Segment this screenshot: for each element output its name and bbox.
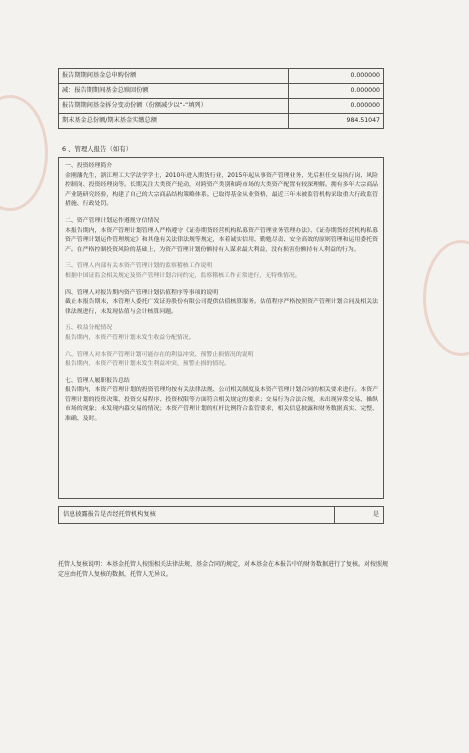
section-heading: 一、投资经理简介 [65,163,113,169]
section-body: 截止本报告期末，本管理人委托广发证券股份有限公司提供估值核算服务。估值程序严格按照资产管理计划合同及相关法律法规进行，未发现估值与会计核算问题。 [65,299,378,315]
report-section-3 [65,262,378,281]
report-section-1 [65,162,378,210]
row-value: 0.000000 [288,99,383,114]
section-heading: 三、管理人内部有关本资产管理计划的监察稽核工作说明 [65,263,213,270]
report-section-4 [65,289,378,318]
section-body: 本报告期内，本资产管理计划管理人严格遵守《证券期货经营机构私募资产管理业务管理办法》、《证券期货经营机构私募资产管理计划运作管理规定》和其他有关法律法规等规定，本着诚实信用、勤勉尽责、安全高效的原则管理和运用委托资产。在严格控制投资风险的基础上，为资产管理计划份额持有人谋求最大利益，没有损害份额持有人利益的行为。 [65,227,378,253]
row-value: 是 [335,507,384,524]
seal-stamp-left [0,95,48,211]
report-section-5 [65,324,378,343]
section-heading: 五、收益分配情况 [65,325,113,332]
section-body: 报告期内，本资产管理计划未发生收益分配情况。 [65,334,195,341]
row-value: 0.000000 [288,69,383,84]
table-row [59,99,384,114]
section-body: 报告期内，本资产管理计划的投资管理均按有关法律法规、公司相关制度及本资产管理计划合同的相关要求进行。本资产管理计划的投资决策、投资交易程序、投资权限等方面符合相关规定的要求；交易行为合法合规，未出现异常交易、操纵市场的现象；未发现内幕交易的情况；本资产管理计划的杠杆比例符合监管要求，相关信息披露和财务数据真实、完整、准确、及时。 [65,387,378,423]
section-title: 6 、管理人报告（如有） [62,145,133,153]
seal-stamp-right [423,240,469,356]
row-label: 报告期期间基金拆分变动份额（份额减少以“-”填列） [59,99,289,114]
report-section-2 [65,217,378,255]
section-heading: 六、管理人对本资产管理计划可能存在的利益冲突、预警止损情况的说明 [65,351,254,358]
custodian-review-note: 托管人复核说明：本基金托管人按照相关法律法规、基金合同的规定，对本基金在本报告中的财务数据进行了复核。对按照规定应由托管人复核的数据，托管人无异议。 [58,561,389,578]
row-label: 信息披露报告是否经托管机构复核 [59,507,335,524]
section-heading: 二、资产管理计划运作遵规守信情况 [65,217,160,224]
manager-report-box [58,157,384,499]
row-label: 报告期期间基金总申购份额 [59,69,289,84]
row-value: 984.51047 [288,114,383,129]
share-summary-table [58,68,384,129]
row-label: 减：报告期期间基金总赎回份额 [59,84,289,99]
section-body: 根据中国证监会相关规定及资产管理计划合同约定，监察稽核工作正常进行，无特殊情况。 [65,272,301,279]
table-row [59,69,384,84]
section-body: 报告期内，本资产管理计划未发生利益冲突、预警止损的情况。 [65,361,230,368]
section-body: 金刚藩先生，浙江理工大学法学学士，2010年进入期货行业，2015年起从事资产管理业务，先后担任交易执行岗、风险控制岗、投资经理岗等。长期关注大类资产轮动，对跨资产类别和跨市场的大类资产配置有较深理解。拥有多年大宗商品产业链研究经验，构建了自己的大宗商品结构策略体系。已取得基金从业资格，最近三年未被监管机构采取重大行政监管措施、行政处罚。 [65,172,378,208]
row-value: 0.000000 [288,84,383,99]
review-table [58,506,384,524]
row-label: 期末基金总份额/期末基金实缴总额 [59,114,289,129]
section-heading: 七、管理人履职报告总结 [65,377,130,384]
table-row [59,507,384,524]
section-heading: 四、管理人对报告期内资产管理计划估值程序等事项的说明 [65,289,219,296]
table-row [59,114,384,129]
report-section-7 [65,377,378,425]
report-section-6 [65,351,378,370]
table-row [59,84,384,99]
